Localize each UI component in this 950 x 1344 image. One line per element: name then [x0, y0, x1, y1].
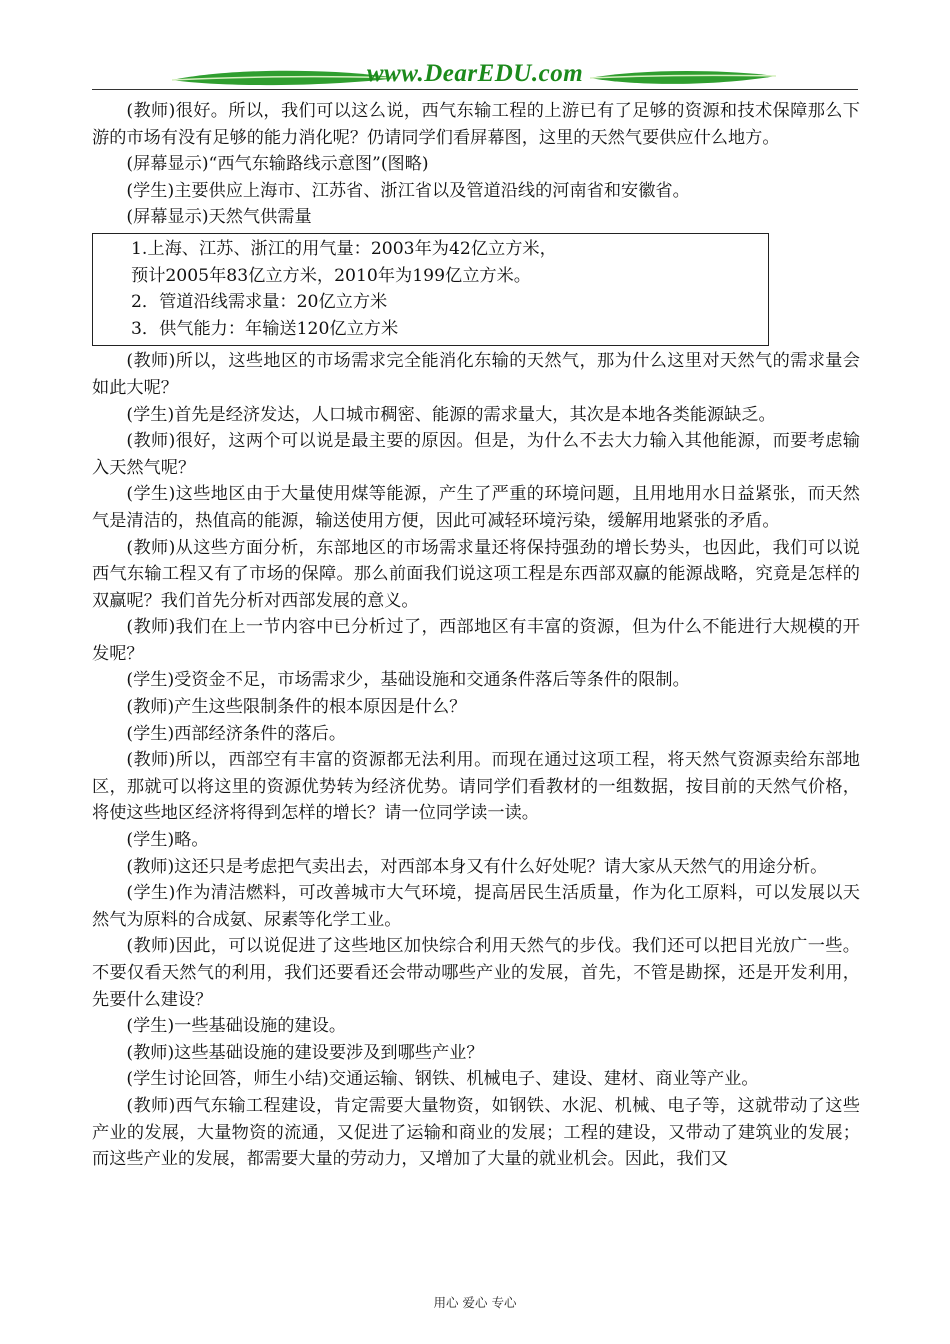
paragraph: (教师)因此，可以说促进了这些地区加快综合利用天然气的步伐。我们还可以把目光放广一些。不要仅看天然气的利用，我们还要看还会带动哪些产业的发展，首先，不管是勘探，还是开发利用，先要什么建设？	[92, 936, 860, 1010]
page-footer: 用心 爱心 专心	[433, 1295, 517, 1310]
paragraph: (学生讨论回答，师生小结)交通运输、钢铁、机械电子、建设、建材、商业等产业。	[126, 1069, 759, 1090]
supply-demand-box	[92, 233, 769, 346]
paragraph: (教师)这些基础设施的建设要涉及到哪些产业？	[126, 1042, 484, 1063]
site-watermark: www.DearEDU.com	[366, 60, 584, 87]
paragraph: (教师)从这些方面分析，东部地区的市场需求量还将保持强劲的增长势头，也因此，我们可以说西气东输工程又有了市场的保障。那么前面我们说这项工程是东西部双赢的能源战略，究竟是怎样的双赢呢？我们首先分析对西部发展的意义。	[92, 537, 860, 611]
paragraph: (屏幕显示)“西气东输路线示意图”(图略)	[126, 154, 429, 175]
paragraph: (学生)这些地区由于大量使用煤等能源，产生了严重的环境问题，且用地用水日益紧张，而天然气是清洁的，热值高的能源，输送使用方便，因此可减轻环境污染，缓解用地紧张的矛盾。	[92, 484, 860, 531]
paragraph: (教师)我们在上一节内容中已分析过了，西部地区有丰富的资源，但为什么不能进行大规模的开发呢？	[92, 617, 860, 664]
paragraph: (教师)很好。所以，我们可以这么说，西气东输工程的上游已有了足够的资源和技术保障那么下游的市场有没有足够的能力消化呢？仍请同学们看屏幕图，这里的天然气要供应什么地方。	[92, 101, 860, 148]
document-body	[92, 98, 860, 1173]
paragraph: (学生)一些基础设施的建设。	[126, 1016, 347, 1037]
box-line: 1.上海、江苏、浙江的用气量：2003年为42亿立方米，	[131, 238, 557, 259]
paragraph: (学生)受资金不足，市场需求少，基础设施和交通条件落后等条件的限制。	[126, 670, 690, 691]
paragraph: (学生)略。	[126, 830, 209, 851]
paragraph: (学生)作为清洁燃料，可改善城市大气环境，提高居民生活质量，作为化工原料，可以发展以天然气为原料的合成氨、尿素等化学工业。	[92, 883, 860, 930]
box-line: 3．供气能力：年输送120亿立方米	[131, 318, 399, 339]
paragraph: (教师)西气东输工程建设，肯定需要大量物资，如钢铁、水泥、机械、电子等，这就带动了这些产业的发展，大量物资的流通，又促进了运输和商业的发展；工程的建设，又带动了建筑业的发展；而这些产业的发展，都需要大量的劳动力，又增加了大量的就业机会。因此，我们又	[92, 1095, 860, 1170]
paragraph: (学生)西部经济条件的落后。	[126, 723, 347, 744]
paragraph: (教师)这还只是考虑把气卖出去，对西部本身又有什么好处呢？请大家从天然气的用途分析。	[126, 856, 828, 877]
paragraph: (教师)产生这些限制条件的根本原因是什么？	[126, 697, 467, 718]
box-line: 预计2005年83亿立方米，2010年为199亿立方米。	[131, 265, 531, 286]
paragraph: (学生)首先是经济发达，人口城市稠密、能源的需求量大，其次是本地各类能源缺乏。	[126, 404, 776, 425]
paragraph: (教师)很好，这两个可以说是最主要的原因。但是，为什么不去大力输入其他能源，而要考虑输入天然气呢？	[92, 431, 860, 478]
header-rule	[92, 89, 858, 90]
paragraph: (屏幕显示)天然气供需量	[126, 207, 312, 228]
page-header	[92, 58, 858, 98]
paragraph: (教师)所以，这些地区的市场需求完全能消化东输的天然气，那为什么这里对天然气的需求量会如此大呢？	[92, 351, 860, 398]
paragraph: (教师)所以，西部空有丰富的资源都无法利用。而现在通过这项工程，将天然气资源卖给东部地区，那就可以将这里的资源优势转为经济优势。请同学们看教材的一组数据，按目前的天然气价格，将使这些地区经济将得到怎样的增长？请一位同学读一读。	[92, 750, 860, 824]
box-line: 2．管道沿线需求量：20亿立方米	[131, 292, 388, 313]
paragraph: (学生)主要供应上海市、江苏省、浙江省以及管道沿线的河南省和安徽省。	[126, 180, 690, 201]
